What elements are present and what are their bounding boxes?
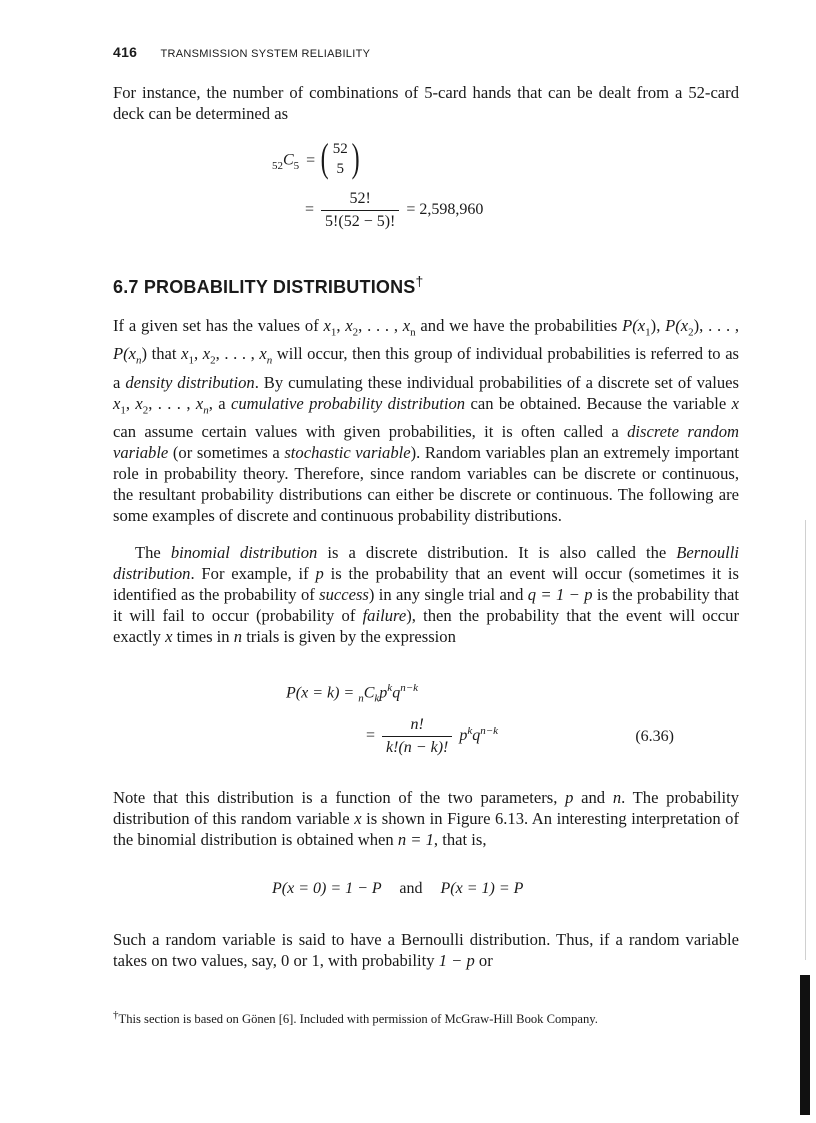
footnote-text: This section is based on Gönen [6]. Included with permission of McGraw-Hill Book Company.	[118, 1012, 598, 1027]
page-number: 416	[113, 44, 138, 60]
footnote-dagger: †	[113, 1009, 119, 1021]
paragraph-bernoulli: Such a random variable is said to have a Bernoulli distribution. Thus, if a random variable takes on two values, say, 0 or 1, with probability 1 − p or	[113, 930, 739, 970]
fraction-factorial	[321, 190, 399, 231]
binom-top: 52	[332, 141, 348, 157]
section-heading	[113, 273, 424, 298]
equation-number: (6.36)	[635, 728, 674, 745]
fraction-numerator: 52!	[321, 190, 399, 211]
fraction-numerator: n!	[382, 716, 452, 737]
combination-result: = 2,598,960	[406, 201, 484, 219]
equation-bernoulli: P(x = 0) = 1 − P and P(x = 1) = P	[272, 880, 524, 897]
equation-binomial-line1: $P(x = k) = _nC_kp^kq^{n-k}$	[286, 682, 418, 705]
section-title: 6.7 PROBABILITY DISTRIBUTIONS	[113, 277, 416, 297]
paragraph-binomial: The binomial distribution is a discrete distribution. It is also called the Bernoulli distribution. For example, if p is the probability that an event will occur (sometimes it is identified as the probability of success) in any single trial and q = 1 − p is the probability that it will fail to occur (probability of failure), then the probability that the event will occur exactly x times in n trials is given by the expression	[113, 543, 739, 646]
scan-edge-artifact	[788, 0, 816, 1123]
fraction-binomial	[382, 716, 452, 757]
paragraph-distributions: If a given set has the values of $x_1$, $x_2$, . . . , $x_n$ and we have the probabilities $P(x_1)$, $P(x_2)$, . . . , $P(x_n)$ that $x_1$, $x_2$, . . . , $x_n$ will occur, then this group of individual probabilities is referred to as a density distribution. By cumulating these individual probabilities of a discrete set of values $x_1$, $x_2$, . . . , $x_n$, a cumulative probability distribution can be obtained. Because the variable x can assume certain values with given probabilities, it is often called a discrete random variable (or sometimes a stochastic variable). Random variables plan an extremely important role in probability theory. Therefore, since random variables can be discrete or continuous, the resultant probability distributions can either be discrete or continuous. The following are some examples of discrete and continuous probability distributions.	[113, 316, 740, 525]
running-title: TRANSMISSION SYSTEM RELIABILITY	[160, 48, 371, 60]
equation-binomial-line2: = $\frac{n!}{k!(n - k)!}$ $p^kq^{n-k}$ (6.36)	[366, 716, 674, 756]
eq-c-pre: 52	[272, 159, 283, 172]
binom-bottom: 5	[336, 161, 344, 177]
fraction-denominator: 5!(52 − 5)!	[325, 213, 396, 230]
binomial-coefficient: ( 52 5 )	[320, 135, 360, 180]
paragraph-parameters: Note that this distribution is a function of the two parameters, p and n. The probability distribution of this random variable x is shown in Figure 6.13. An interesting interpretation of the binomial distribution is obtained when n = 1, that is,	[113, 788, 740, 849]
fraction-denominator: k!(n − k)!	[386, 739, 449, 756]
equation-combination-line1: $_{52}C_5$ = ( 52 5 )	[272, 135, 360, 180]
running-head	[113, 44, 370, 60]
footnote	[113, 1007, 739, 1027]
eq-c-sub: 5	[293, 159, 300, 172]
section-dagger: †	[415, 273, 424, 289]
equation-combination-line2: = $\frac{52!}{5!(52 - 5)!}$ = 2,598,960	[305, 190, 484, 230]
intro-paragraph: For instance, the number of combinations of 5-card hands that can be dealt from a 52-card deck can be determined as	[113, 83, 739, 123]
scan-edge-bar	[800, 975, 810, 1115]
eq-c: C	[283, 151, 294, 169]
scan-edge-line	[805, 520, 806, 960]
